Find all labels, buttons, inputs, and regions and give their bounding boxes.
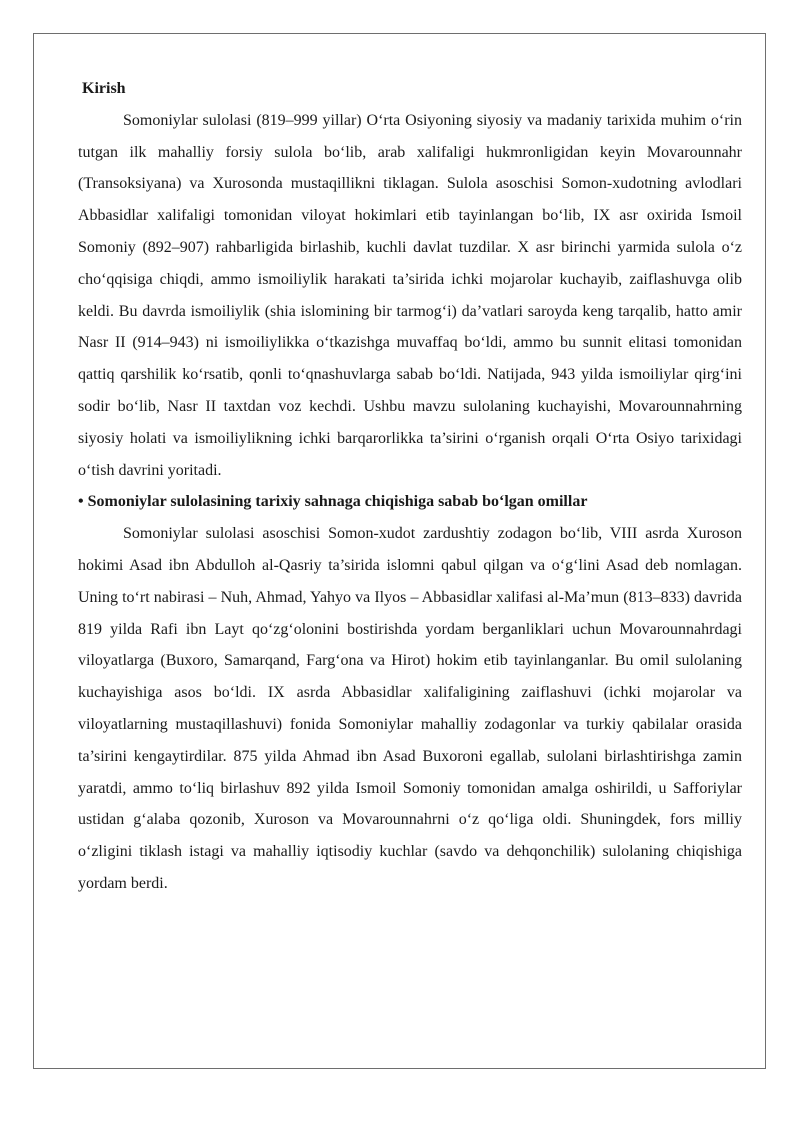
document-body bbox=[78, 73, 742, 900]
section-heading: • Somoniylar sulolasining tarixiy sahnaga chiqishiga sabab bo‘lgan omillar bbox=[78, 493, 588, 511]
intro-paragraph: Somoniylar sulolasi (819–999 yillar) O‘rta Osiyoning siyosiy va madaniy tarixida muhim o‘rin tutgan ilk mahalliy forsiy sulola bo‘lib, arab xalifaligi hukmronligidan keyin Movarounnahr (Transoksiyana) va Xurosonda mustaqillikni tiklagan. Sulola asoschisi Somon-xudotning avlodlari Abbasidlar xalifaligi tomonidan viloyat hokimlari etib tayinlangan bo‘lib, IX asr oxirida Ismoil Somoniy (892–907) rahbarligida birlashib, kuchli davlat tuzdilar. X asr birinchi yarmida sulola o‘z cho‘qqisiga chiqdi, ammo ismoiliylik harakati ta’sirida ichki mojarolar kuchayib, zaiflashuvga olib keldi. Bu davrda ismoiliylik (shia islomining bir tarmog‘i) da’vatlari saroyda keng tarqalib, hatto amir Nasr II (914–943) ni ismoiliylikka o‘tkazishga muvaffaq bo‘ldi, ammo bu sunnit elitasi tomonidan qattiq qarshilik ko‘rsatib, qonli to‘qnashuvlarga sabab bo‘ldi. Natijada, 943 yilda ismoiliylar qirg‘ini sodir bo‘lib, Nasr II taxtdan voz kechdi. Ushbu mavzu sulolaning kuchayishi, Movarounnahrning siyosiy holati va ismoiliylikning ichki barqarorlikka ta’sirini o‘rganish orqali O‘rta Osiyo tarixidagi o‘tish davrini yoritadi. bbox=[78, 111, 742, 479]
section-paragraph: Somoniylar sulolasi asoschisi Somon-xudot zardushtiy zodagon bo‘lib, VIII asrda Xuroson hokimi Asad ibn Abdulloh al-Qasriy ta’sirida islomni qabul qilgan va o‘g‘lini Asad deb nomlagan. Uning to‘rt nabirasi – Nuh, Ahmad, Yahyo va Ilyos – Abbasidlar xalifasi al-Ma’mun (813–833) davrida 819 yilda Rafi ibn Layt qo‘zg‘olonini bostirishda yordam berganliklari uchun Movarounnahrdagi viloyatlarga (Buxoro, Samarqand, Farg‘ona va Hirot) hokim etib tayinlanganlar. Bu omil sulolaning kuchayishiga asos bo‘ldi. IX asrda Abbasidlar xalifaligining zaiflashuvi (ichki mojarolar va viloyatlarning mustaqillashuvi) fonida Somoniylar mahalliy zodagonlar va turkiy qabilalar orasida ta’sirini kengaytirdilar. 875 yilda Ahmad ibn Asad Buxoroni egallab, sulolani birlashtirishga zamin yaratdi, ammo to‘liq birlashuv 892 yilda Ismoil Somoniy tomonidan amalga oshirildi, u Safforiylar ustidan g‘alaba qozonib, Xuroson va Movarounnahrni o‘z qo‘liga oldi. Shuningdek, fors milliy o‘zligini tiklash istagi va mahalliy iqtisodiy kuchlar (savdo va dehqonchilik) sulolaning chiqishiga yordam berdi. bbox=[78, 525, 742, 892]
document-title: Kirish bbox=[82, 80, 126, 97]
